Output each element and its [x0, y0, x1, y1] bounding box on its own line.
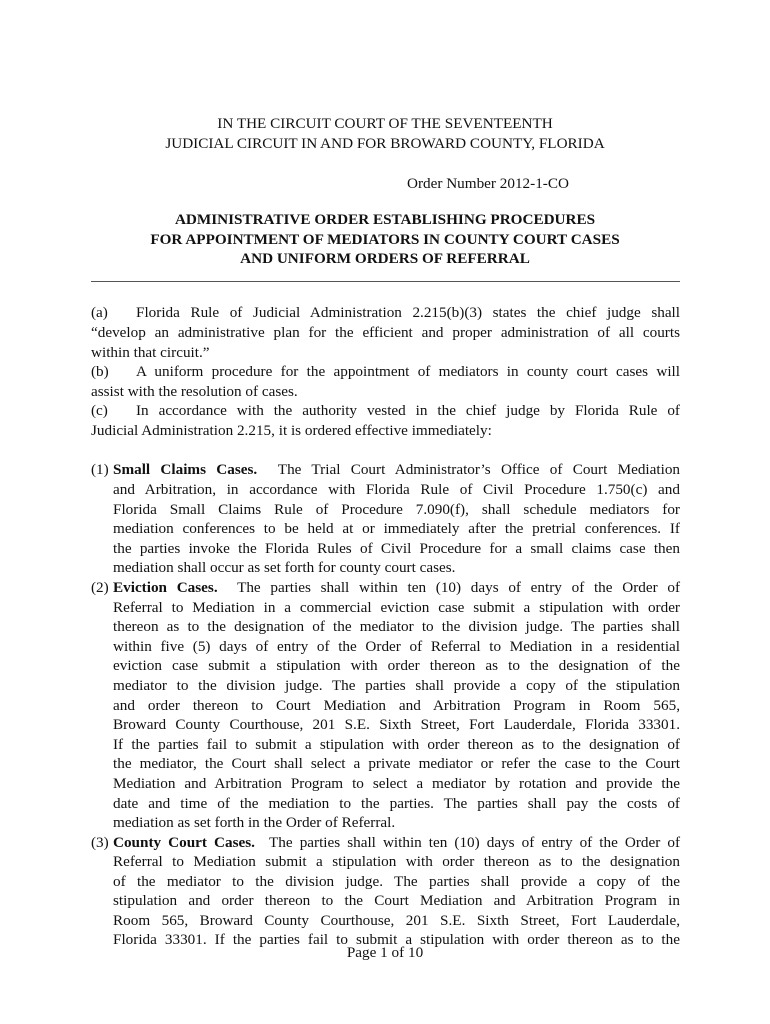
preamble-a-line2: “develop an administrative plan for the efficient and proper administration of all courts	[91, 324, 680, 341]
item-3-line5: Room 565, Broward County Courthouse, 201 S.E. Sixth Street, Fort Lauderdale,	[113, 912, 680, 929]
order-title-line2: FOR APPOINTMENT OF MEDIATORS IN COUNTY COURT CASES	[150, 231, 620, 248]
item-1-marker: (1)	[91, 461, 109, 478]
preamble-c-line2: Judicial Administration 2.215, it is ordered effective immediately:	[91, 422, 492, 439]
item-2-line1: Eviction Cases. The parties shall within ten (10) days of entry of the Order of	[113, 579, 681, 596]
preamble-a-marker: (a)	[91, 304, 108, 321]
item-2-line10: the mediator, the Court shall select a private mediator or refer the case to the Court	[113, 755, 680, 772]
order-title-line1: ADMINISTRATIVE ORDER ESTABLISHING PROCEDURES	[174, 211, 596, 228]
item-2-line4: within five (5) days of entry of the Order of Referral to Mediation in a residential	[113, 638, 680, 655]
court-caption-line1: IN THE CIRCUIT COURT OF THE SEVENTEENTH	[217, 115, 553, 132]
preamble-c-marker: (c)	[91, 402, 108, 419]
item-1-line4: mediation conferences to be held at or immediately after the pretrial conferences. If	[113, 520, 680, 537]
preamble-b-line2: assist with the resolution of cases.	[91, 383, 298, 400]
item-2-line6: mediator to the division judge. The parties shall provide a copy of the stipulation	[113, 677, 680, 694]
page-footer: Page 1 of 10	[346, 944, 424, 961]
item-3-line3: of the mediator to the division judge. The parties shall provide a copy of the	[113, 873, 680, 890]
preamble-a-line3: within that circuit.”	[91, 344, 210, 361]
item-3-line2: Referral to Mediation submit a stipulation with order thereon as to the designation	[113, 853, 680, 870]
item-2-line12: date and time of the mediation to the parties. The parties shall pay the costs of	[113, 795, 680, 812]
item-1-line6: mediation shall occur as set forth for county court cases.	[113, 559, 456, 576]
item-2-line8: Broward County Courthouse, 201 S.E. Sixth Street, Fort Lauderdale, Florida 33301.	[113, 716, 680, 733]
item-1-line3: Florida Small Claims Rule of Procedure 7.090(f), shall schedule mediators for	[113, 501, 680, 518]
item-2-heading: Eviction Cases.	[113, 579, 218, 596]
item-3-line4: stipulation and order thereon to the Court Mediation and Arbitration Program in	[113, 892, 680, 909]
order-title-line3: AND UNIFORM ORDERS OF REFERRAL	[240, 250, 530, 267]
item-3-line1: County Court Cases. The parties shall within ten (10) days of entry of the Order of	[113, 834, 681, 851]
item-1-line1: Small Claims Cases. The Trial Court Administrator’s Office of Court Mediation	[113, 461, 681, 478]
item-2-line9: If the parties fail to submit a stipulation with order thereon as to the designation of	[113, 736, 680, 753]
item-2-line3: thereon as to the designation of the mediator to the division judge. The parties shall	[113, 618, 680, 635]
court-caption-line2: JUDICIAL CIRCUIT IN AND FOR BROWARD COUNTY, FLORIDA	[165, 135, 605, 152]
title-divider	[91, 281, 680, 282]
item-2-line11: Mediation and Arbitration Program to select a mediator by rotation and provide the	[113, 775, 680, 792]
item-2-line2: Referral to Mediation in a commercial eviction case submit a stipulation with order	[113, 599, 680, 616]
preamble-b-marker: (b)	[91, 363, 109, 380]
item-3-line6: Florida 33301. If the parties fail to submit a stipulation with order thereon as to the	[113, 931, 680, 948]
item-1-line2: and Arbitration, in accordance with Florida Rule of Civil Procedure 1.750(c) and	[113, 481, 680, 498]
order-number: Order Number 2012-1-CO	[407, 175, 569, 192]
item-2-line7: and order thereon to Court Mediation and Arbitration Program in Room 565,	[113, 697, 680, 714]
item-1-line5: the parties invoke the Florida Rules of Civil Procedure for a small claims case then	[113, 540, 680, 557]
item-2-line5: eviction case submit a stipulation with order thereon as to the designation of the	[113, 657, 680, 674]
preamble-b-line1: (b) A uniform procedure for the appointment of mediators in county court cases will	[91, 363, 680, 380]
item-3-marker: (3)	[91, 834, 109, 851]
item-1-heading: Small Claims Cases.	[113, 461, 258, 478]
preamble-a-line1: (a) Florida Rule of Judicial Administration 2.215(b)(3) states the chief judge shall	[91, 304, 680, 321]
item-2-marker: (2)	[91, 579, 109, 596]
preamble-c-line1: (c) In accordance with the authority vested in the chief judge by Florida Rule of	[91, 402, 680, 419]
item-3-heading: County Court Cases.	[113, 834, 255, 851]
item-2-line13: mediation as set forth in the Order of Referral.	[113, 814, 396, 831]
